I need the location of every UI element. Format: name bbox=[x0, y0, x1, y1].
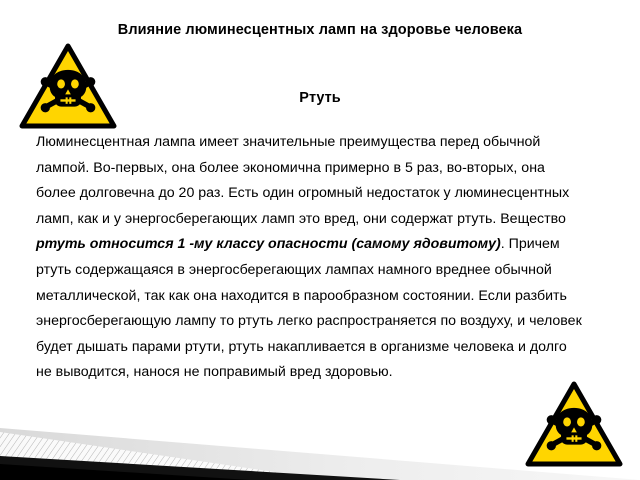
body-text-part-1: Люминесцентная лампа имеет значительные преимущества перед обычной лампой. Во-первых, она более экономична примерно в 5 раз, во-вторых, она более долговечна до 20 раз. Есть один огромный недостаток у люминесцентных ламп, как и у энергосберегающих ламп это вред, они содержат ртуть. Вещество bbox=[36, 134, 570, 227]
toxic-skull-warning-icon-secondary bbox=[524, 380, 624, 468]
body-paragraph bbox=[36, 130, 584, 386]
toxic-skull-warning-icon bbox=[18, 42, 118, 130]
page-title: Влияние люминесцентных ламп на здоровье человека bbox=[117, 22, 523, 38]
section-heading: Ртуть bbox=[299, 90, 341, 106]
body-text-part-2: . Причем ртуть содержащаяся в энергосберегающих лампах намного вреднее обычной металлической, так как она находится в парообразном состоянии. Если разбить энергосберегающую лампу то ртуть легко распространяется по воздуху, и человек будет дышать парами ртути, ртуть накапливается в организме человека и долго не выводится, нанося не поправимый вред здоровью. bbox=[36, 236, 582, 381]
body-text-emphasis: ртуть относится 1 -му классу опасности (самому ядовитому) bbox=[36, 236, 501, 253]
